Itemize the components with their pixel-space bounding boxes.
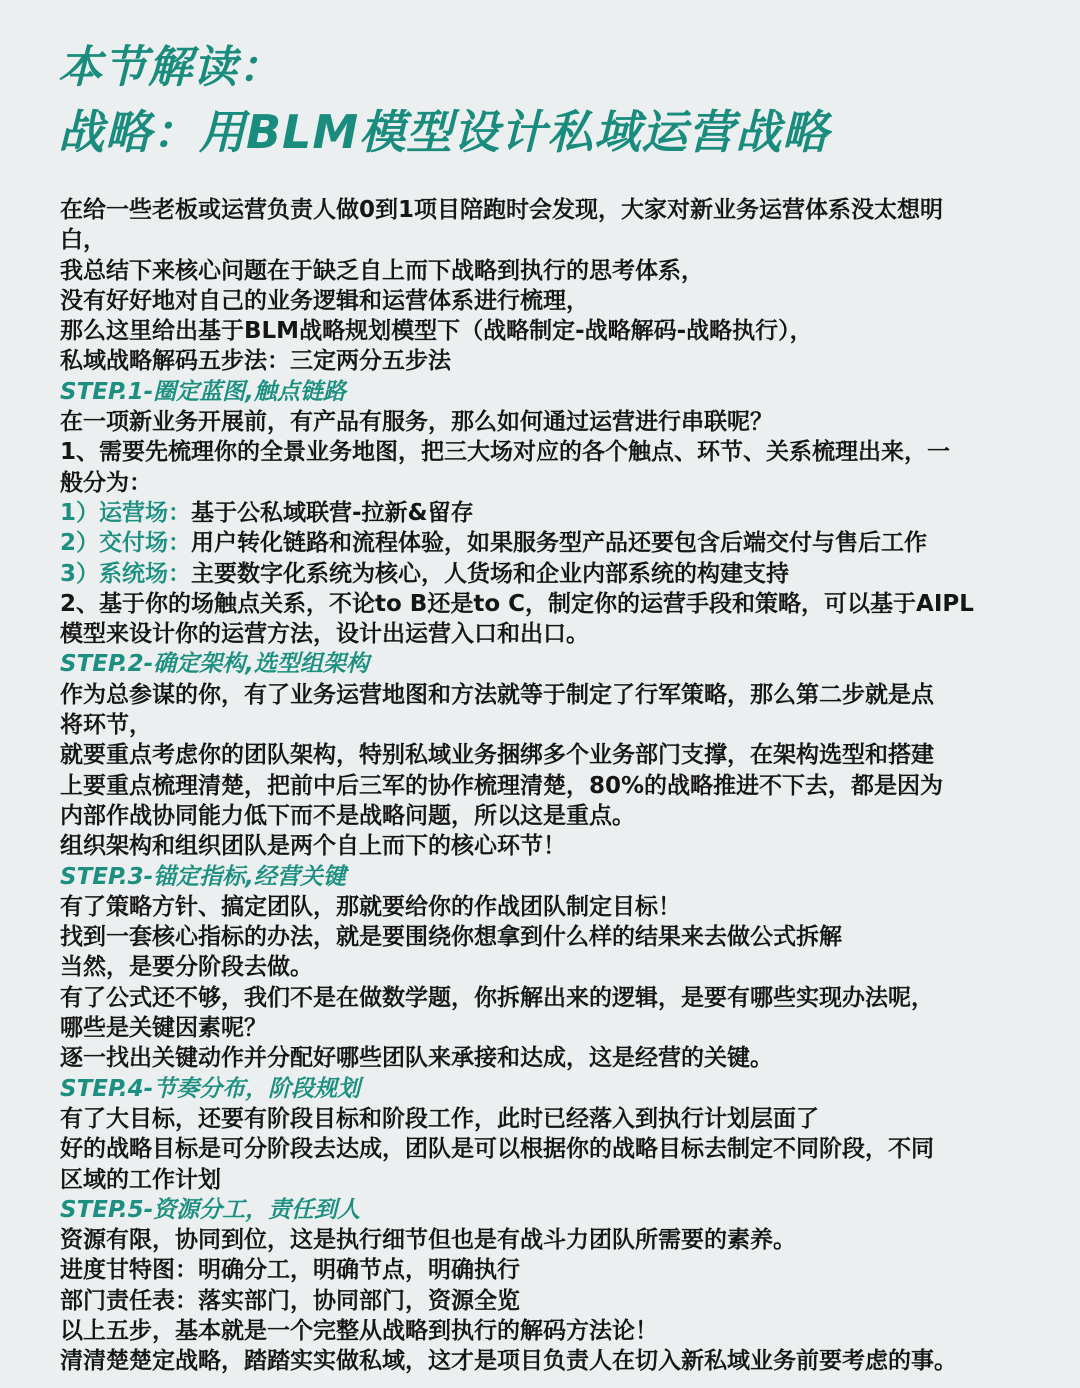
paragraph-line: 就要重点考虑你的团队架构，特别私域业务捆绑多个业务部门支撑，在架构选型和搭建 (60, 742, 934, 769)
paragraph-line: 逐一找出关键动作并分配好哪些团队来承接和达成，这是经营的关键。 (60, 1045, 773, 1072)
step-heading: STEP.5-资源分工，责任到人 (60, 1196, 361, 1223)
paragraph-line: 私域战略解码五步法：三定两分五步法 (60, 348, 451, 375)
paragraph-line: 有了公式还不够，我们不是在做数学题，你拆解出来的逻辑，是要有哪些实现办法呢， (60, 984, 934, 1011)
list-item-text: 用户转化链路和流程体验，如果服务型产品还要包含后端交付与售后工作 (191, 530, 928, 557)
paragraph-line: 我总结下来核心问题在于缺乏自上而下战略到执行的思考体系， (60, 257, 704, 284)
paragraph-line: 般分为： (60, 469, 152, 496)
paragraph-line: 哪些是关键因素呢？ (60, 1015, 267, 1042)
paragraph-line: 那么这里给出基于BLM战略规划模型下（战略制定-战略解码-战略执行）， (60, 318, 813, 345)
paragraph-line: 区域的工作计划 (60, 1166, 221, 1193)
list-item-label: 1）运营场： (60, 499, 192, 526)
paragraph-line: 没有好好地对自己的业务逻辑和运营体系进行梳理， (60, 287, 589, 314)
list-item-text: 主要数字化系统为核心，人货场和企业内部系统的构建支持 (191, 560, 790, 587)
step-heading: STEP.2-确定架构,选型组架构 (60, 651, 369, 678)
list-item-text: 基于公私域联营-拉新&留存 (191, 499, 474, 526)
paragraph-line: 在一项新业务开展前，有产品有服务，那么如何通过运营进行串联呢？ (60, 409, 773, 436)
paragraph-line: 在给一些老板或运营负责人做0到1项目陪跑时会发现，大家对新业务运营体系没太想明 (60, 197, 944, 223)
paragraph-line: 部门责任表：落实部门，协同部门，资源全览 (60, 1287, 520, 1314)
paragraph-line: 找到一套核心指标的办法，就是要围绕你想拿到什么样的结果来去做公式拆解 (60, 924, 842, 951)
article-body (60, 195, 1050, 1377)
paragraph-line: 当然，是要分阶段去做。 (60, 954, 313, 981)
paragraph-line: 有了大目标，还要有阶段目标和阶段工作，此时已经落入到执行计划层面了 (60, 1105, 819, 1132)
paragraph-line: 模型来设计你的运营方法，设计出运营入口和出口。 (60, 621, 589, 648)
list-item (60, 498, 1050, 528)
step-heading: STEP.4-节奏分布，阶段规划 (60, 1075, 361, 1102)
paragraph-line: 组织架构和组织团队是两个自上而下的核心环节！ (60, 833, 566, 860)
article-title: 战略：用BLM模型设计私域运营战略 (58, 105, 830, 159)
paragraph-line: 清清楚楚定战略，踏踏实实做私域，这才是项目负责人在切入新私域业务前要考虑的事。 (60, 1348, 957, 1375)
paragraph-line: 内部作战协同能力低下而不是战略问题，所以这是重点。 (60, 802, 635, 829)
list-item (60, 528, 1050, 558)
paragraph-line: 2、基于你的场触点关系，不论to B还是to C，制定你的运营手段和策略，可以基于AIPL (60, 590, 974, 617)
paragraph-line: 上要重点梳理清楚，把前中后三军的协作梳理清楚，80%的战略推进不下去，都是因为 (60, 772, 944, 799)
paragraph-line: 资源有限，协同到位，这是执行细节但也是有战斗力团队所需要的素养。 (60, 1227, 796, 1254)
paragraph-line: 进度甘特图：明确分工，明确节点，明确执行 (60, 1257, 520, 1284)
list-item-label: 3）系统场： (60, 560, 192, 587)
list-item-label: 2）交付场： (60, 530, 192, 557)
paragraph-line: 白， (60, 227, 106, 254)
paragraph-line: 好的战略目标是可分阶段去达成，团队是可以根据你的战略目标去制定不同阶段，不同 (60, 1136, 934, 1163)
step-heading: STEP.3-锚定指标,经营关键 (60, 863, 346, 890)
step-heading: STEP.1-圈定蓝图,触点链路 (60, 378, 346, 405)
paragraph-line: 以上五步，基本就是一个完整从战略到执行的解码方法论！ (60, 1317, 658, 1344)
paragraph-line: 将环节， (60, 712, 152, 739)
section-heading: 本节解读： (58, 42, 283, 93)
paragraph-line: 有了策略方针、搞定团队，那就要给你的作战团队制定目标！ (60, 893, 681, 920)
paragraph-line: 1、需要先梳理你的全景业务地图，把三大场对应的各个触点、环节、关系梳理出来，一 (60, 439, 951, 466)
paragraph-line: 作为总参谋的你，有了业务运营地图和方法就等于制定了行军策略，那么第二步就是点 (60, 681, 934, 708)
list-item (60, 559, 1050, 589)
